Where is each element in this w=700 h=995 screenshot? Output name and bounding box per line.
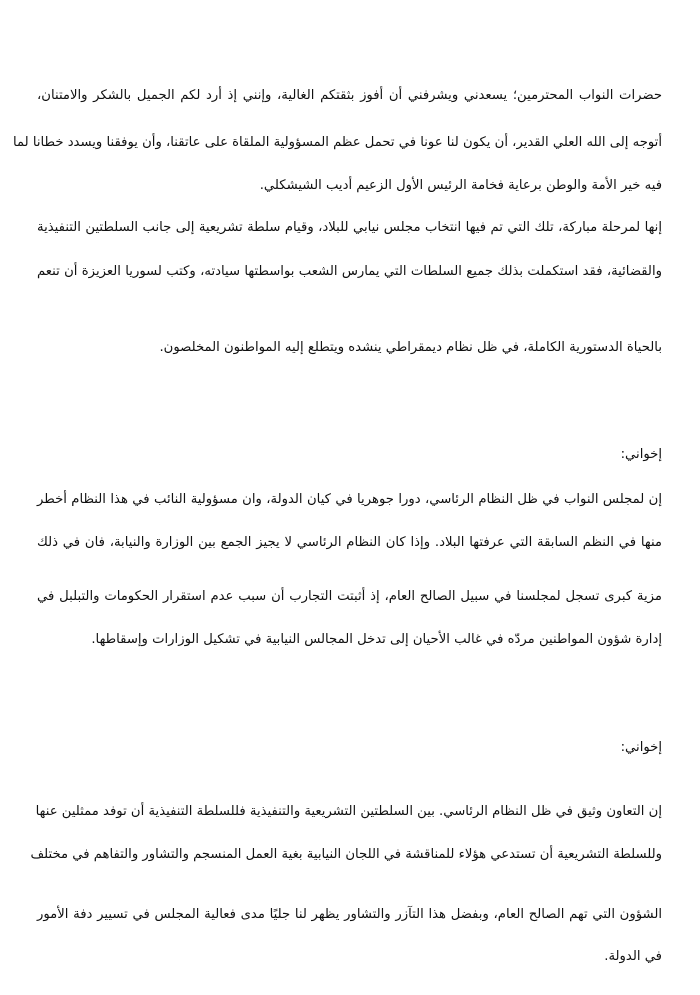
paragraph-1-line-1: حضرات النواب المحترمين؛ يسعدني ويشرفني أن أفوز بثقتكم الغالية، وإنني إذ أرد لكم الجميل بالشكر والامتنان، xyxy=(37,88,662,103)
paragraph-1-line-3: فيه خير الأمة والوطن برعاية فخامة الرئيس الأول الزعيم أديب الشيشكلي. xyxy=(259,178,662,193)
paragraph-1-line-2: أتوجه إلى الله العلي القدير، أن يكون لنا عونا في تحمل عظم المسؤولية الملقاة على عاتقنا، وأن يوفقنا ويسدد خطانا لما xyxy=(12,135,662,150)
paragraph-3-line-4: إدارة شؤون المواطنين مردّه في غالب الأحيان إلى تدخل المجالس النيابية في تشكيل الوزارات وإسقاطها. xyxy=(91,632,662,647)
paragraph-2-line-3: بالحياة الدستورية الكاملة، في ظل نظام ديمقراطي ينشده ويتطلع إليه المواطنون المخلصون. xyxy=(159,340,662,355)
paragraph-4-line-2: وللسلطة التشريعية أن تستدعي هؤلاء للمناقشة في اللجان النيابية بغية العمل المنسجم والتشاور والتفاهم في مختلف xyxy=(30,847,662,862)
paragraph-3-line-3: مزية كبرى تسجل لمجلسنا في سبيل الصالح العام، إذ أثبتت التجارب أن سبب عدم استقرار الحكومات والتبلبل في xyxy=(37,589,662,604)
paragraph-2-line-2: والقضائية، فقد استكملت بذلك جميع السلطات التي يمارس الشعب بواسطتها سيادته، وكتب لسوريا العزيزة أن تنعم xyxy=(37,264,662,279)
section-heading-1: إخواني: xyxy=(620,447,662,462)
paragraph-3-line-1: إن لمجلس النواب في ظل النظام الرئاسي، دورا جوهريا في كيان الدولة، وان مسؤولية النائب في هذا النظام أخطر xyxy=(37,492,662,507)
paragraph-2-line-1: إنها لمرحلة مباركة، تلك التي تم فيها انتخاب مجلس نيابي للبلاد، وقيام سلطة تشريعية إلى جانب السلطتين التنفيذية xyxy=(37,220,662,235)
paragraph-4-line-1: إن التعاون وثيق في ظل النظام الرئاسي. بين السلطتين التشريعية والتنفيذية فللسلطة التنفيذية أن توفد ممثلين عنها xyxy=(35,804,662,819)
paragraph-4-line-4: في الدولة. xyxy=(604,949,662,964)
section-heading-2: إخواني: xyxy=(620,740,662,755)
paragraph-3-line-2: منها في النظم السابقة التي عرفتها البلاد. وإذا كان النظام الرئاسي لا يجيز الجمع بين الوزارة والنيابة، فان في ذلك xyxy=(37,535,662,550)
paragraph-4-line-3: الشؤون التي تهم الصالح العام، وبفضل هذا التآزر والتشاور يظهر لنا جليًا مدى فعالية المجلس في تسيير دفة الأمور xyxy=(37,907,662,922)
